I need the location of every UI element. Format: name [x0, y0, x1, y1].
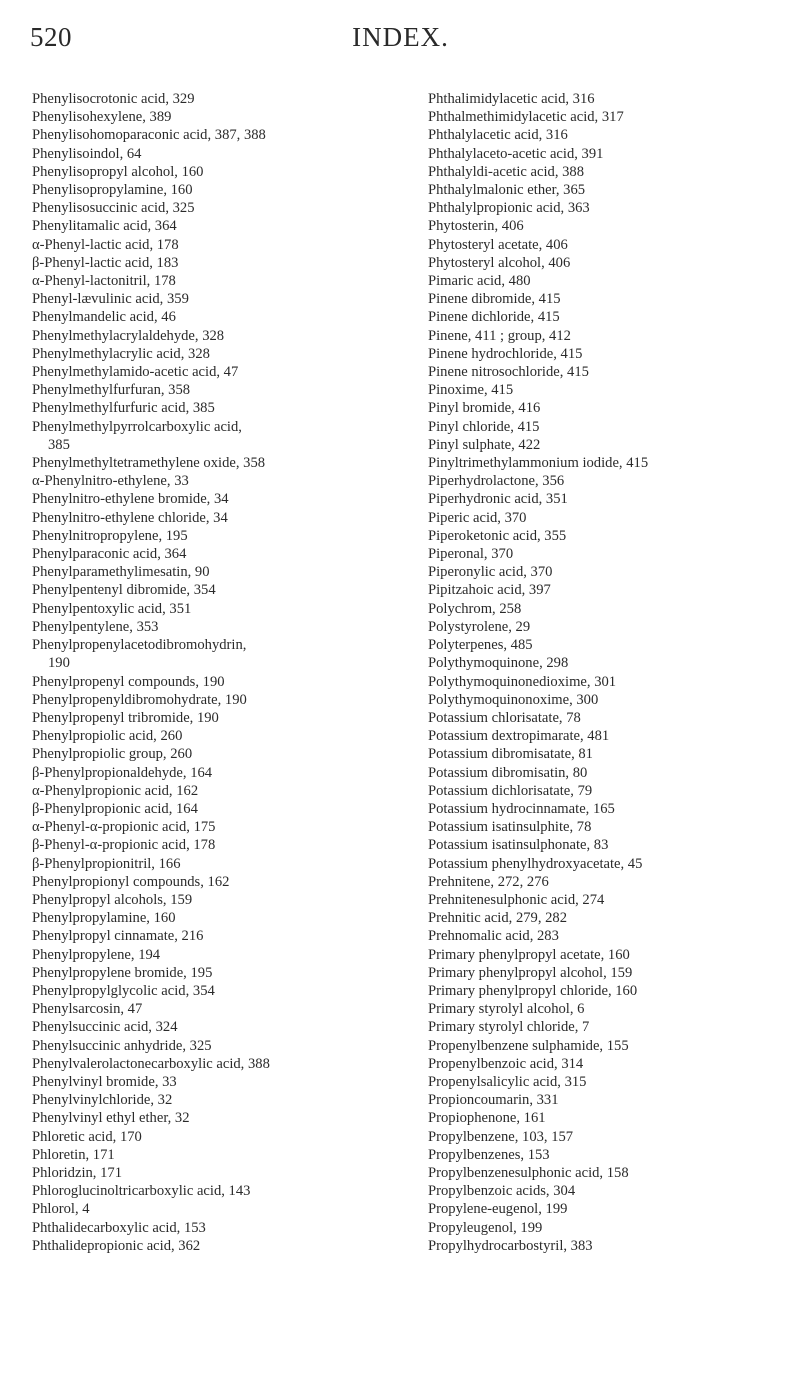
- index-entry: Phenylmethylacrylic acid, 328: [32, 345, 210, 362]
- index-entry: Phenylmethylacrylaldehyde, 328: [32, 327, 225, 344]
- running-title: INDEX.: [352, 22, 449, 52]
- index-entry: Propenylbenzoic acid, 314: [428, 1055, 584, 1072]
- index-entry: Polythymoquinonoxime, 300: [428, 691, 599, 708]
- index-entry: Propenylbenzene sulphamide, 155: [428, 1037, 629, 1054]
- index-entry: Primary phenylpropyl alcohol, 159: [428, 964, 633, 981]
- index-entry: α-Phenyl-lactonitril, 178: [32, 273, 176, 290]
- index-entry: Propylbenzenes, 153: [428, 1146, 550, 1163]
- index-entry: Potassium isatinsulphonate, 83: [428, 837, 609, 854]
- index-entry: Phthalylaceto-acetic acid, 391: [428, 145, 604, 162]
- index-entry: Phenylparaconic acid, 364: [32, 546, 187, 563]
- index-entry: Phenylisosuccinic acid, 325: [32, 200, 195, 217]
- index-entry: Propylene-eugenol, 199: [428, 1201, 568, 1218]
- index-entry: Pinyltrimethylammonium iodide, 415: [428, 455, 649, 472]
- index-entry: Phthalidecarboxylic acid, 153: [32, 1219, 206, 1236]
- index-entry: Potassium chlorisatate, 78: [428, 709, 581, 726]
- index-entry: Propyleugenol, 199: [428, 1219, 543, 1236]
- index-entry: Phytosteryl alcohol, 406: [428, 254, 571, 271]
- index-entry: Phenylpropenyl compounds, 190: [32, 673, 225, 690]
- index-entry: Primary styrolyl alcohol, 6: [428, 1001, 585, 1018]
- index-entry: Potassium phenylhydroxyacetate, 45: [428, 855, 643, 872]
- index-entry: Propylbenzene, 103, 157: [428, 1128, 574, 1145]
- index-entry: Potassium dextropimarate, 481: [428, 728, 610, 745]
- index-entry: Phenylpropylglycolic acid, 354: [32, 982, 215, 999]
- index-entry: α-Phenyl-lactic acid, 178: [32, 236, 179, 253]
- index-entry: Phytosterin, 406: [428, 218, 524, 235]
- index-entry: Phloridzin, 171: [32, 1164, 122, 1181]
- index-entry: Pinyl chloride, 415: [428, 418, 540, 435]
- index-entry: Potassium dichlorisatate, 79: [428, 782, 593, 799]
- index-entry: Phenylsuccinic anhydride, 325: [32, 1037, 212, 1054]
- index-entry: Phenyl-lævulinic acid, 359: [32, 291, 189, 308]
- index-entry: β-Phenylpropionitril, 166: [32, 855, 181, 872]
- index-entry: Propenylsalicylic acid, 315: [428, 1073, 587, 1090]
- index-entry: β-Phenyl-α-propionic acid, 178: [32, 837, 216, 854]
- index-entry: Phenylvalerolactonecarboxylic acid, 388: [32, 1055, 270, 1072]
- index-entry: Phenylisocrotonic acid, 329: [32, 91, 195, 107]
- index-entry: Pinene hydrochloride, 415: [428, 345, 583, 362]
- index-entry: Pinene nitrosochloride, 415: [428, 364, 589, 381]
- index-entry: Phenylsarcosin, 47: [32, 1001, 143, 1018]
- index-entry: Pinoxime, 415: [428, 382, 514, 399]
- index-entry: Polythymoquinone, 298: [428, 655, 569, 672]
- index-entry: Phenylpropiolic acid, 260: [32, 728, 183, 745]
- index-entry: Phthalimidylacetic acid, 316: [428, 91, 595, 107]
- index-entry: Phenylnitropropylene, 195: [32, 527, 188, 544]
- index-entry: Phthalylmalonic ether, 365: [428, 182, 586, 199]
- index-entry: Pinyl bromide, 416: [428, 400, 541, 417]
- index-entry: Phenylmandelic acid, 46: [32, 309, 176, 326]
- index-entry: Phenylitamalic acid, 364: [32, 218, 177, 235]
- index-entry: Phenylmethylpyrrolcarboxylic acid,: [32, 418, 242, 435]
- index-entry: Phthalylacetic acid, 316: [428, 127, 568, 144]
- index-entry: Phenylnitro-ethylene chloride, 34: [32, 509, 228, 526]
- index-entry: Piperhydronic acid, 351: [428, 491, 568, 508]
- index-entry: β-Phenylpropionaldehyde, 164: [32, 764, 213, 781]
- index-entry: β-Phenylpropionic acid, 164: [32, 800, 198, 817]
- index-entry: Phenylnitro-ethylene bromide, 34: [32, 491, 229, 508]
- index-entry: Propylbenzenesulphonic acid, 158: [428, 1164, 629, 1181]
- index-entry: Phloroglucinoltricarboxylic acid, 143: [32, 1183, 251, 1200]
- index-entry: Polystyrolene, 29: [428, 618, 531, 635]
- index-entry: Pipitzahoic acid, 397: [428, 582, 551, 599]
- index-entry: Prehnitic acid, 279, 282: [428, 910, 568, 927]
- index-entry: Phenylisopropylamine, 160: [32, 182, 193, 199]
- index-entry: Phenylsuccinic acid, 324: [32, 1019, 178, 1036]
- index-entry: Phenylmethylfurfuric acid, 385: [32, 400, 215, 417]
- index-entry: Phenylpropenyldibromohydrate, 190: [32, 691, 247, 708]
- index-entry: Phthalmethimidylacetic acid, 317: [428, 109, 624, 126]
- index-entry: Phenylmethyltetramethylene oxide, 358: [32, 455, 266, 472]
- index-entry: Pinene dibromide, 415: [428, 291, 561, 308]
- index-entry: Phenylmethylfurfuran, 358: [32, 382, 191, 399]
- index-entry: Phlorol, 4: [32, 1201, 90, 1218]
- index-entry: Phenylvinyl bromide, 33: [32, 1073, 177, 1090]
- index-entry: Phenylpropenyl tribromide, 190: [32, 709, 219, 726]
- index-entry: Primary phenylpropyl acetate, 160: [428, 946, 630, 963]
- index-entry: Phenylisopropyl alcohol, 160: [32, 163, 204, 180]
- index-entry: Piperhydrolactone, 356: [428, 473, 565, 490]
- index-entry: Phenylisoindol, 64: [32, 145, 142, 162]
- index-column-left: [32, 90, 404, 1255]
- index-entry: Piperoketonic acid, 355: [428, 527, 567, 544]
- index-entry: Phenylpropyl alcohols, 159: [32, 891, 193, 908]
- index-entry: Polychrom, 258: [428, 600, 522, 617]
- index-entry: Phenylisohomoparaconic acid, 387, 388: [32, 127, 266, 144]
- index-entry: Potassium dibromisatate, 81: [428, 746, 593, 763]
- index-entry: Pimaric acid, 480: [428, 273, 531, 290]
- index-entry: Phloretic acid, 170: [32, 1128, 142, 1145]
- index-entry: Phenylparamethylimesatin, 90: [32, 564, 210, 581]
- index-entry: Propylhydrocarbostyril, 383: [428, 1237, 593, 1254]
- index-column-right: [428, 90, 800, 1255]
- index-entry: 385: [48, 436, 70, 453]
- index-entry: Primary styrolyl chloride, 7: [428, 1019, 590, 1036]
- index-entry: Prehnitenesulphonic acid, 274: [428, 891, 605, 908]
- index-entry: Pinene, 411 ; group, 412: [428, 327, 571, 344]
- index-entry: Prehnomalic acid, 283: [428, 928, 559, 945]
- index-entry: Phytosteryl acetate, 406: [428, 236, 568, 253]
- index-entry: Phenylvinylchloride, 32: [32, 1092, 173, 1109]
- index-entry: Potassium hydrocinnamate, 165: [428, 800, 615, 817]
- index-entry: Potassium dibromisatin, 80: [428, 764, 588, 781]
- index-entry: Polythymoquinonedioxime, 301: [428, 673, 617, 690]
- index-entry: Piperonal, 370: [428, 546, 514, 563]
- page-header: [0, 22, 801, 62]
- index-entry: Propiophenone, 161: [428, 1110, 546, 1127]
- index-entry: Propioncoumarin, 331: [428, 1092, 559, 1109]
- index-entry: Phenylpropionyl compounds, 162: [32, 873, 230, 890]
- index-entry: Phenylpentylene, 353: [32, 618, 159, 635]
- index-entry: Phthalylpropionic acid, 363: [428, 200, 590, 217]
- index-entry: Phenylpropiolic group, 260: [32, 746, 193, 763]
- index-entry: Phenylpropylene, 194: [32, 946, 161, 963]
- index-entry: Phenylvinyl ethyl ether, 32: [32, 1110, 190, 1127]
- index-entry: Potassium isatinsulphite, 78: [428, 819, 592, 836]
- page-number: 520: [30, 22, 72, 52]
- index-entry: Polyterpenes, 485: [428, 637, 533, 654]
- index-entry: Phenylpentenyl dibromide, 354: [32, 582, 216, 599]
- index-entry: Piperonylic acid, 370: [428, 564, 553, 581]
- index-entry: Prehnitene, 272, 276: [428, 873, 549, 890]
- index-entry: 190: [48, 655, 70, 672]
- index-entry: Phthalyldi-acetic acid, 388: [428, 163, 585, 180]
- index-entry: Phloretin, 171: [32, 1146, 115, 1163]
- index-entry: Phenylpropylamine, 160: [32, 910, 176, 927]
- index-entry: Propylbenzoic acids, 304: [428, 1183, 576, 1200]
- index-entry: α-Phenylnitro-ethylene, 33: [32, 473, 189, 490]
- index-entry: β-Phenyl-lactic acid, 183: [32, 254, 179, 271]
- index-entry: Phenylpropyl cinnamate, 216: [32, 928, 204, 945]
- index-entry: Phenylmethylamido-acetic acid, 47: [32, 364, 239, 381]
- index-entry: Phenylpropenylacetodibromohydrin,: [32, 637, 247, 654]
- index-entry: Primary phenylpropyl chloride, 160: [428, 982, 638, 999]
- index-entry: Phenylpropylene bromide, 195: [32, 964, 213, 981]
- index-entry: Piperic acid, 370: [428, 509, 527, 526]
- index-entry: Phthalidepropionic acid, 362: [32, 1237, 201, 1254]
- index-entry: Pinene dichloride, 415: [428, 309, 560, 326]
- index-entry: Pinyl sulphate, 422: [428, 436, 541, 453]
- index-entry: Phenylisohexylene, 389: [32, 109, 172, 126]
- index-entry: α-Phenylpropionic acid, 162: [32, 782, 199, 799]
- index-entry: α-Phenyl-α-propionic acid, 175: [32, 819, 216, 836]
- index-entry: Phenylpentoxylic acid, 351: [32, 600, 192, 617]
